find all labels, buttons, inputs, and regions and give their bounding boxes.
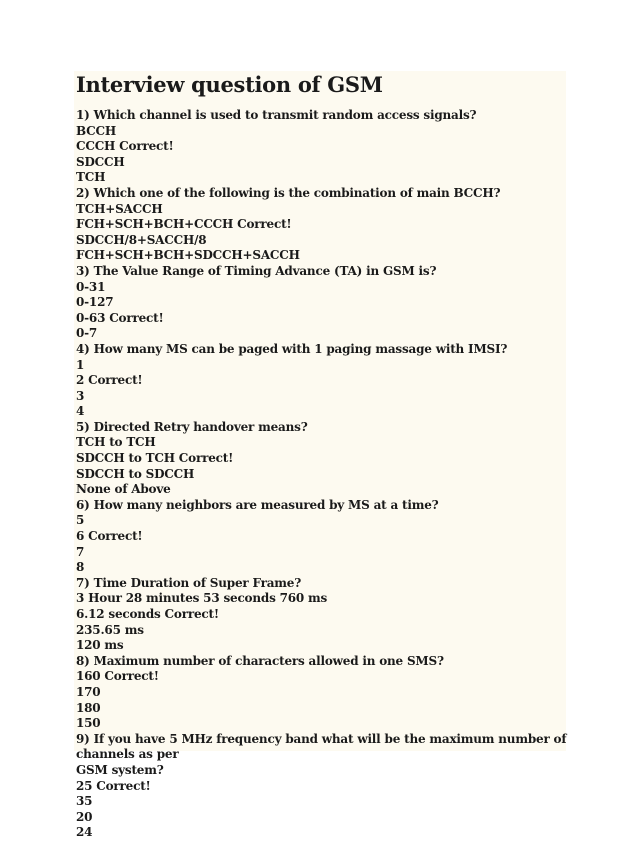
- text-line: 0-31: [76, 279, 106, 294]
- text-line: CCCH Correct!: [76, 139, 174, 154]
- text-line: 9) If you have 5 MHz frequency band what will be the maximum number of: [76, 731, 567, 746]
- text-line: FCH+SCH+BCH+SDCCH+SACCH: [76, 248, 300, 263]
- text-line: BCCH: [76, 123, 117, 138]
- text-line: TCH+SACCH: [76, 201, 163, 216]
- text-line: 1: [76, 357, 85, 372]
- text-line: 2) Which one of the following is the combination of main BCCH?: [76, 185, 501, 200]
- text-line: 3) The Value Range of Timing Advance (TA) in GSM is?: [76, 263, 437, 278]
- text-line: 24: [76, 825, 93, 840]
- text-line: 8: [76, 560, 85, 575]
- page-title: Interview question of GSM: [76, 72, 383, 97]
- text-line: SDCCH to SDCCH: [76, 466, 195, 481]
- text-line: 7: [76, 544, 85, 559]
- text-line: 5) Directed Retry handover means?: [76, 419, 308, 434]
- text-line: TCH: [76, 170, 106, 185]
- text-line: None of Above: [76, 482, 171, 497]
- text-line: 160 Correct!: [76, 669, 159, 684]
- text-line: channels as per: [76, 747, 179, 762]
- text-line: 7) Time Duration of Super Frame?: [76, 575, 302, 590]
- text-line: 0-63 Correct!: [76, 310, 164, 325]
- text-line: GSM system?: [76, 762, 164, 777]
- text-line: 235.65 ms: [76, 622, 144, 637]
- text-line: 0-127: [76, 295, 114, 310]
- text-line: 20: [76, 809, 93, 824]
- text-line: 180: [76, 700, 101, 715]
- text-line: SDCCH: [76, 154, 125, 169]
- text-line: 5: [76, 513, 85, 528]
- text-line: 35: [76, 794, 93, 809]
- text-line: 120 ms: [76, 638, 124, 653]
- text-line: SDCCH to TCH Correct!: [76, 451, 234, 466]
- text-line: 4) How many MS can be paged with 1 paging massage with IMSI?: [76, 341, 508, 356]
- text-line: 3: [76, 388, 85, 403]
- text-line: 6) How many neighbors are measured by MS at a time?: [76, 497, 439, 512]
- question-list: [76, 108, 567, 841]
- text-line: 6 Correct!: [76, 529, 143, 544]
- text-line: SDCCH/8+SACCH/8: [76, 232, 207, 247]
- text-line: 4: [76, 404, 85, 419]
- text-line: 6.12 seconds Correct!: [76, 607, 219, 621]
- text-line: 3 Hour 28 minutes 53 seconds 760 ms: [76, 591, 328, 606]
- text-line: 1) Which channel is used to transmit random access signals?: [76, 108, 477, 122]
- text-line: FCH+SCH+BCH+CCCH Correct!: [76, 217, 292, 232]
- text-line: 170: [76, 684, 101, 699]
- text-line: 25 Correct!: [76, 778, 151, 793]
- text-line: 150: [76, 716, 101, 731]
- text-line: 2 Correct!: [76, 373, 143, 388]
- text-line: 0-7: [76, 326, 98, 341]
- text-line: 8) Maximum number of characters allowed in one SMS?: [76, 653, 444, 668]
- text-line: TCH to TCH: [76, 435, 156, 450]
